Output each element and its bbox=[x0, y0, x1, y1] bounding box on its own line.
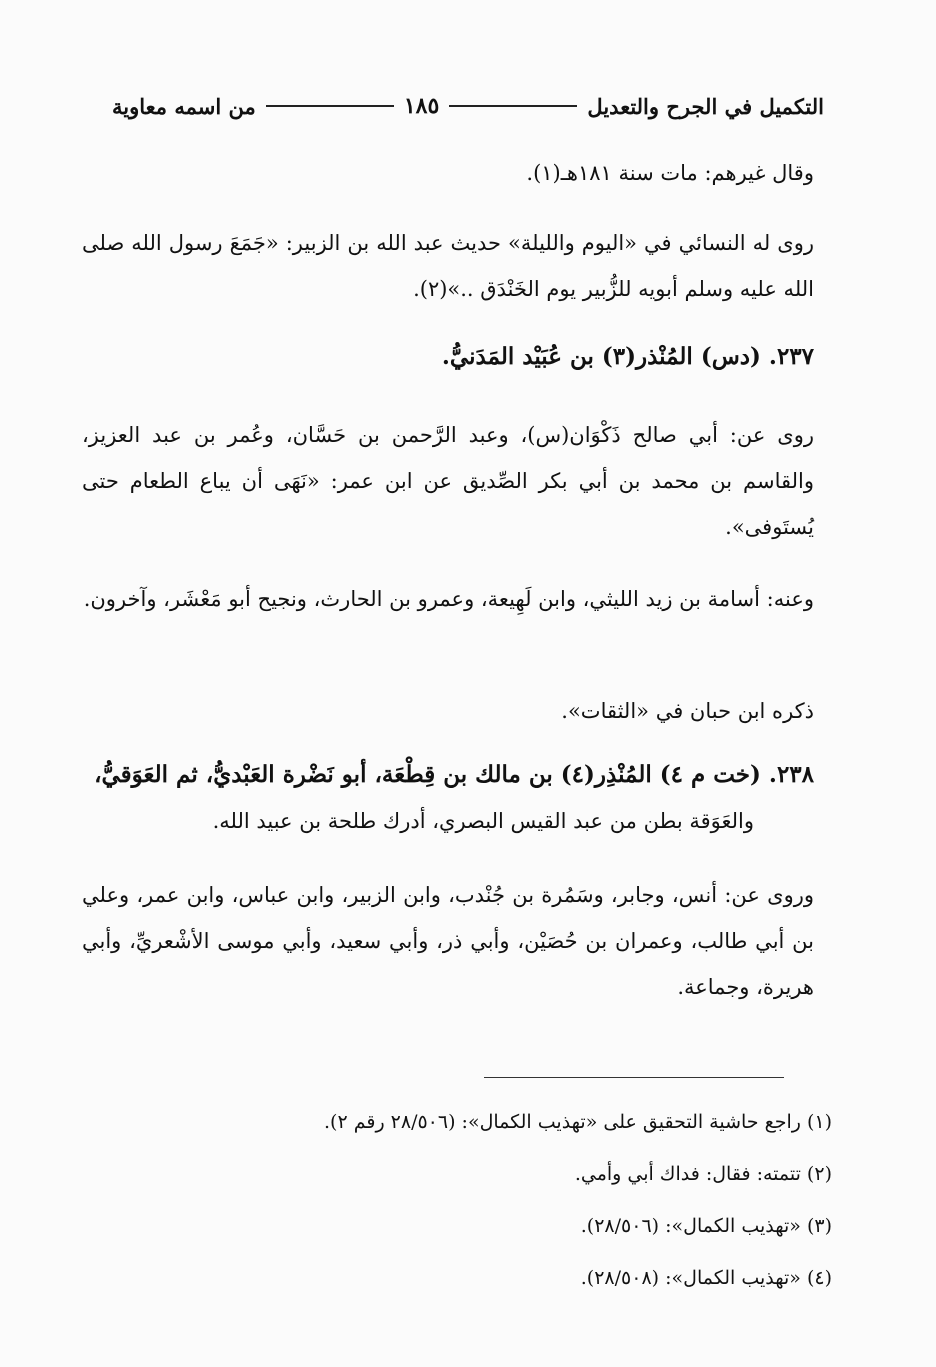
footnote-separator bbox=[484, 1077, 784, 1078]
header-rule bbox=[266, 105, 394, 107]
paragraph: روى عن: أبي صالح ذَكْوَان(س)، وعبد الرَّحمن بن حَسَّان، وعُمر بن عبد العزيز، والقاسم بن محمد بن أبي بكر الصِّديق عن ابن عمر: «نَهَى أن يباع الطعام حتى يُستَوفى». bbox=[82, 423, 814, 539]
book-title: التكميل في الجرح والتعديل bbox=[587, 93, 824, 119]
footnote: (٢) تتمته: فقال: فداك أبي وأمي. bbox=[574, 1163, 832, 1185]
paragraph: وروى عن: أنس، وجابر، وسَمُرة بن جُنْدب، وابن الزبير، وابن عباس، وابن عمر، وعلي بن أبي طالب، وعمران بن حُصَيْن، وأبي ذر، وأبي سعيد، وأبي موسى الأشْعريِّ، وأبي هريرة، وجماعة. bbox=[82, 883, 814, 999]
section-title: من اسمه معاوية bbox=[112, 93, 256, 119]
footnotes bbox=[120, 1096, 832, 1304]
running-header bbox=[112, 84, 824, 128]
paragraph: ذكره ابن حبان في «الثقات». bbox=[561, 699, 814, 723]
paragraph: وعنه: أسامة بن زيد الليثي، وابن لَهِيعة، وعمرو بن الحارث، ونجيح أبو مَعْشَر، وآخرون. bbox=[83, 587, 814, 611]
paragraph: روى له النسائي في «اليوم والليلة» حديث عبد الله بن الزبير: «جَمَعَ رسول الله صلى الله عليه وسلم أبويه للزُّبير يوم الخَنْدَق ..»(٢). bbox=[82, 231, 814, 301]
footnote: (٣) «تهذيب الكمال»: (٢٨/٥٠٦). bbox=[580, 1215, 832, 1237]
header-rule bbox=[449, 105, 577, 107]
entry-heading-238-text: ٢٣٨. (خت م ٤) المُنْذِر(٤) بن مالك بن قِطْعَة، أبو نَضْرة العَبْديُّ، ثم العَوَقيُّ، bbox=[94, 761, 814, 788]
page-number: ١٨٥ bbox=[403, 93, 440, 119]
paragraph: وقال غيرهم: مات سنة ١٨١هـ(١). bbox=[526, 161, 814, 185]
footnote: (١) راجع حاشية التحقيق على «تهذيب الكمال»: (٢٨/٥٠٦ رقم ٢). bbox=[324, 1111, 832, 1133]
footnote: (٤) «تهذيب الكمال»: (٢٨/٥٠٨). bbox=[580, 1267, 832, 1289]
entry-heading-237: ٢٣٧. (دس) المُنْذر(٣) بن عُبَيْد المَدَنيُّ. bbox=[441, 343, 814, 370]
entry-heading-238 bbox=[82, 752, 814, 844]
entry-subheading-238: والعَوَقة بطن من عبد القيس البصري، أدرك طلحة بن عبيد الله. bbox=[212, 809, 754, 833]
